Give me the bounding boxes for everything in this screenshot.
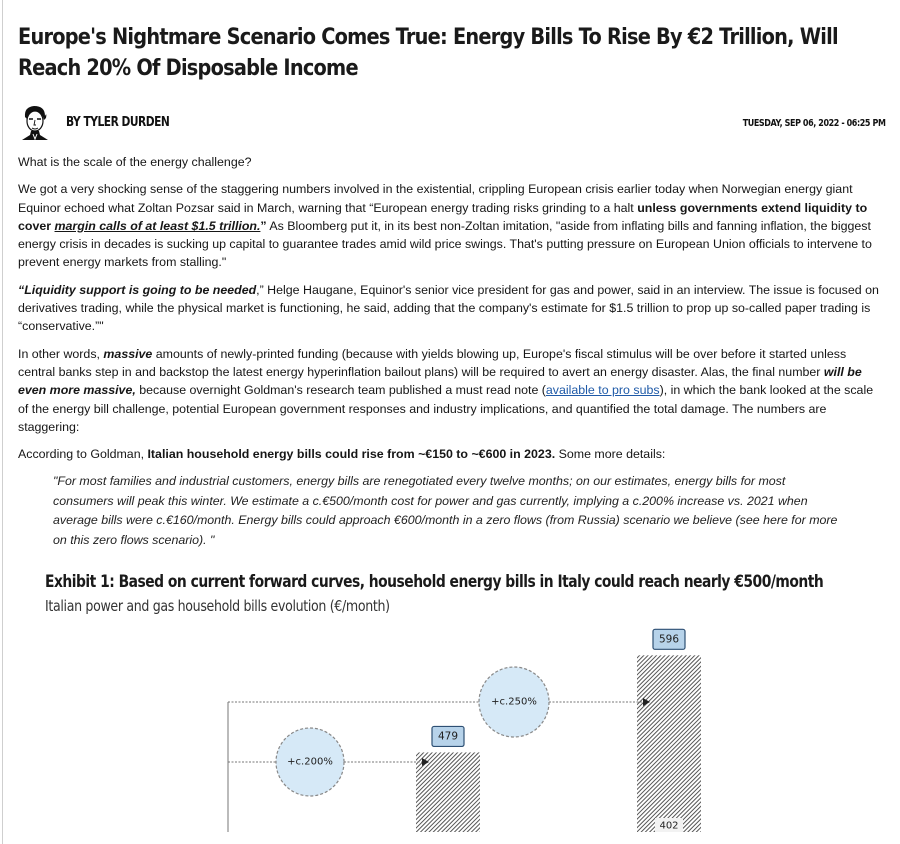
author-avatar-icon[interactable] [18, 104, 52, 142]
chart-growth-label-2: +c.250% [491, 696, 537, 708]
chart-bar-1 [416, 753, 480, 833]
p2-close-quote: ” [260, 218, 267, 233]
chart-growth-label-1: +c.200% [287, 756, 333, 768]
author-name[interactable]: BY TYLER DURDEN [66, 115, 170, 130]
p2-text-a: We got a very shocking sense of the staggering numbers involved in the existential, crippling European crisis earlier today when Norwegian energy giant Equinor echoed what Zoltan Pozsar said in March, warning that “European energy trading risks grinding to a halt [18, 182, 853, 215]
page-edge [2, 0, 3, 844]
paragraph-4 [18, 345, 882, 436]
p4-massive: massive [103, 346, 153, 361]
byline [18, 104, 886, 146]
article-body [18, 153, 882, 463]
paragraph-3 [18, 281, 882, 336]
p4-even-more-massive: will be even more massive, [18, 364, 862, 398]
paragraph-2 [18, 180, 882, 271]
p2-bold-italic-underline: margin calls of at least $1.5 trillion. [54, 218, 261, 233]
article [18, 22, 886, 832]
p2-text-e: As Bloomberg put it, in its best non-Zoltan imitation, "aside from inflating bills and fanning inflation, the biggest energy crisis in decades is sucking up capital to guarantee trades amid wild price swings. That's putting pressure on European Union officials to intervene to prevent energy markets from stalling." [18, 218, 872, 270]
p5-text-a: According to Goldman, [18, 447, 148, 462]
exhibit-figure [18, 572, 882, 832]
p3-text-b: ,” Helge Haugane, Equinor's senior vice president for gas and power, said in an interview. The issue is focused on derivatives trading, while the physical market is functioning, he said, adding that the company's estimate for $1.5 trillion to prop up so-called paper trading is “conservative.”" [18, 282, 879, 334]
goldman-quote: "For most families and industrial customers, energy bills are renegotiated every twelve months; on our estimates, energy bills for most consumers will peak this winter. We estimate a c.€500/month cost for power and gas currently, implying a c.200% increase vs. 2021 when average bills were c.€160/month. Energy bills could approach €600/month in a zero flows (from Russia) scenario we believe (see here for more on this zero flows scenario). " [53, 474, 838, 547]
exhibit-title: Exhibit 1: Based on current forward curves, household energy bills in Italy could reach nearly €500/month [45, 572, 824, 592]
p2-bold: unless governments extend liquidity to cover [18, 200, 868, 233]
chart-bar-2 [637, 656, 701, 833]
exhibit-subtitle: Italian power and gas household bills evolution (€/month) [45, 597, 390, 616]
publish-date: TUESDAY, SEP 06, 2022 - 06:25 PM [743, 118, 886, 129]
paragraph-5 [18, 445, 882, 463]
p3-bold-italic: “Liquidity support is going to be needed [18, 282, 257, 297]
p5-bold: Italian household energy bills could rise from ~€150 to ~€600 in 2023. [147, 447, 556, 462]
pro-subs-link[interactable]: available to pro subs [545, 383, 660, 398]
p5-text-c: Some more details: [555, 447, 666, 462]
chart-value-label-2: 596 [658, 633, 680, 646]
p4-text-f: ), in which the bank looked at the scale of the energy bill challenge, potential European government responses and industry implications, and quantified the total damage. The numbers are staggering: [18, 383, 874, 434]
exhibit-chart [18, 572, 882, 832]
chart-value-label-1: 479 [437, 730, 459, 743]
p4-text-e: because overnight Goldman's research team published a must read note ( [135, 383, 546, 398]
p4-text-c: amounts of newly-printed funding (because with yields blowing up, Europe's fiscal stimulus will be over before it started unless central banks step in and backstop the latest energy hyperinflation bailout plans) will be required to avert an energy disaster. Alas, the final number [18, 346, 847, 379]
paragraph-1: What is the scale of the energy challenge? [18, 155, 252, 169]
p4-text-a: In other words, [18, 346, 104, 361]
article-title: Europe's Nightmare Scenario Comes True: Energy Bills To Rise By €2 Trillion, Will Reach 20% Of Disposable Income [18, 24, 838, 81]
chart-inner-label: 402 [659, 820, 679, 832]
